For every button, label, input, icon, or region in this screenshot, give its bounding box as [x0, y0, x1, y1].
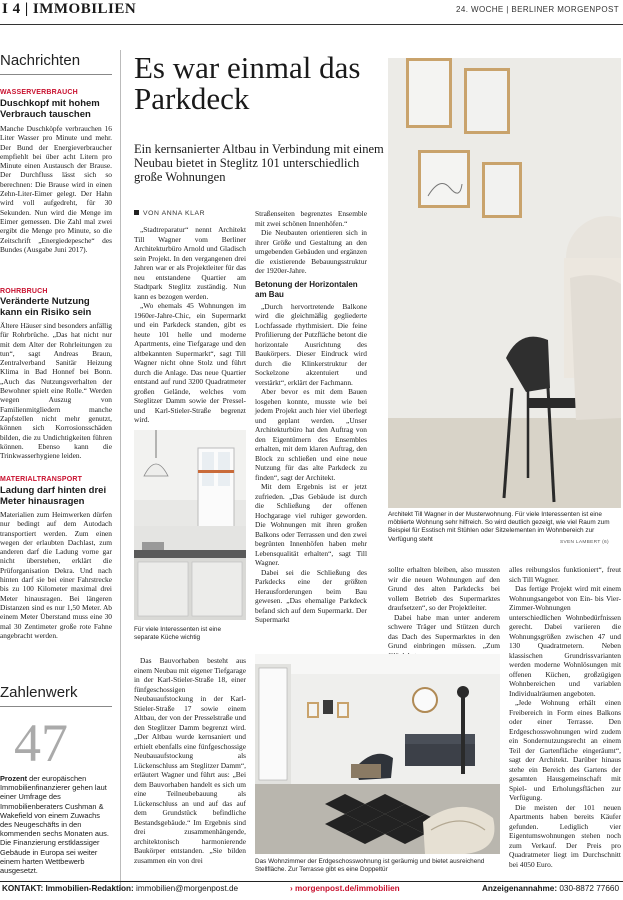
article-column-4: [509, 565, 621, 869]
page-header: [0, 0, 623, 22]
paragraph: Mit dem Ergebnis ist er jetzt zufrieden. „Das Gebäude ist durch die Schließung der offenen Hochgarage viel ruhiger geworden. Die Wohnungen mit ihren großen Balkons oder Terrassen und den zwei begrünten Innenhöfen haben mehr Lebensqualität erhalten“, sagt Till Wagner.: [255, 482, 367, 567]
issue-meta: 24. WOCHE | BERLINER MORGENPOST: [456, 5, 619, 14]
section-title: I 4 | IMMOBILIEN: [2, 1, 137, 17]
living-room-photo: [255, 654, 500, 854]
paragraph: alles reibungslos funktioniert“, freut sich Till Wagner.: [509, 565, 621, 584]
news-headline: Duschkopf mit hohem Verbrauch tauschen: [0, 98, 100, 120]
footer-email[interactable]: immobilien@morgenpost.de: [136, 884, 239, 893]
paragraph: „Durch hervortretende Balkone wird die gleichmäßig gegliederte Lochfassade rhythmisiert. Die feine Profilierung der Putzfläche betont die horizontale Ausrichtung des Baukörpers. Dieser Eindruck wird durch die Klinkerstruktur der Sockelzone akzentuiert und verstärkt“, erklärt der Fachmann.: [255, 301, 367, 387]
paragraph: Das fertige Projekt wird mit einem Wohnungsangebot von Ein- bis Vier-Zimmer-Wohnungen unterschiedlichen Wohnbedürfnissen gerecht. Dabei variieren die Wohnungsgrößen zwischen 47 und 130 Quadratmetern. Neben klassischen Grundrissvarianten werden moderne Wohnlösungen mit offenen Küchen, großzügigen Wohnbereichen und variablen Individualräumen angeboten.: [509, 584, 621, 698]
paragraph: „Stadtreparatur“ nennt Architekt Till Wagner vom Berliner Architekturbüro Arnold und Gladisch sein Projekt. In den vergangenen drei Jahren war er als Projektleiter für das neu entstandene Quartier am Stadtpark Steglitz zuständig. Nun kann es bezogen werden.: [134, 225, 246, 301]
news-headline: Veränderte Nutzung kann ein Risiko sein: [0, 296, 92, 318]
news-kicker: ROHRBRUCH: [0, 288, 48, 295]
kitchen-photo: [134, 430, 246, 620]
article-subhead: Betonung der Horizontalen am Bau: [255, 279, 358, 299]
paragraph: „Wo ehemals 45 Wohnungen im 1960er-Jahre-Chic, ein Supermarkt und ein Parkdeck standen, gibt es heute 101 helle und moderne Apartments, eine Tiefgarage und den altbekannten Supermarkt“, sagt Till Wagner nicht ohne Stolz und führt durch die Anlage. Das neue Quartier entstand auf rund 3200 Quadratmeter großen Gelände, welches vom Steglitzer Damm sowie der Pressel- und Karl-Stieler-Straße begrenzt wird.: [134, 301, 246, 424]
footer-contact: KONTAKT: Immobilien-Redaktion: immobilien@morgenpost.de: [2, 884, 239, 893]
paragraph: Das Bauvorhaben besteht aus einem Neubau mit eigener Tiefgarage in der Karl-Stieler-Straße 18, einer fünfgeschossigen Neubauaufstockung in der Karl-Stieler-Straße 17 sowie einem Altbau, der von der Presselstraße und den Steglitzer Damm begrenzt wird. „Der Altbau wurde kernsaniert und erhielt ebenfalls eine fünfgeschossige Neubauaufstockung als Lückenschluss am Steglitzer Damm“, erläutert Wagner und führt aus: „Bei dem Bauvorhaben handelt es sich um eine Teilneubebauung als Lückenschluss an und auf das auf dem Grundstück befindliche Bestandsgebäude.“ Im Ergebnis sind drei zusammenhängende, architektonisch harmonierende Baukörper entstanden. „Sie bilden zusammen ein von drei: [134, 656, 246, 865]
photo-credit: SVEN LAMBERT (6): [560, 540, 609, 545]
number-box-rule: [0, 706, 112, 707]
news-body: Materialien zum Heimwerken dürfen nur bedingt auf dem Autodach transportiert werden. Zum einen wegen der erlaubten Dachlast, zum anderen darf die Ladung vorne gar nicht überstehen, erklärt die Prüforganisation Dekra. Und nach hinten darf sie bei einer Fahrstrecke bis zu 100 Kilometer maximal drei Meter hinausragen. Bei längeren Distanzen sind es nur 1,50 Meter. Ab einem Meter Überstand muss eine 30 mal 30 Zentimeter große rote Fahne angebracht werden.: [0, 510, 112, 640]
paragraph: Aber bevor es mit dem Bauen losgehen konnte, musste wie bei jedem Projekt auch hier viel überlegt und geplant werden. „Unser Architekturbüro hat den Auftrag von den Eigentümern des Ensembles erhalten, mit dem klaren Auftrag, den Block zu schließen und eine neue Nutzung für das alte Parkdeck zu finden“, sagt der Architekt.: [255, 387, 367, 482]
footer-web[interactable]: › morgenpost.de/immobilien: [290, 884, 400, 893]
paragraph: Dabei sei die Schließung des Parkdecks eine der größten Herausforderungen beim Bau gewesen. „Das ehemalige Parkdeck befand sich auf dem Supermarkt. Der Supermarkt: [255, 567, 367, 624]
number-box-title: Zahlenwerk: [0, 684, 78, 701]
news-kicker: MATERIALTRANSPORT: [0, 476, 83, 483]
main-caption: Architekt Till Wagner in der Musterwohnung. Für viele Interessenten ist eine möblierte Wohnung sehr hilfreich. So wird deutlich gezeigt, wie viel Raum zum Beispiel für Esstisch mit Stühlen oder Sitzelementen im Wohnbereich zur Verfügung steht: [388, 511, 610, 543]
paragraph: sollte erhalten bleiben, also mussten wir die neuen Wohnungen auf den Grund des alten Parkdecks bei vollem Betrieb des Supermarktes draufsetzen“, so der Projektleiter.: [388, 565, 500, 612]
number-box-text: Prozent der europäischen Immobilienfinanzierer gehen laut einer Umfrage des Immobilienberaters Cushman & Wakefield von einem Zuwachs des Neugeschäfts in den kommenden sechs Monaten aus. Die Finanzierung erstklassiger Gebäude in Europa sei weiter einem harten Wettbewerb ausgesetzt.: [0, 774, 109, 876]
article-column-1: [134, 225, 246, 425]
news-body: Manche Duschköpfe verbrauchen 16 Liter Wasser pro Minute und mehr. Der Bund der Energieverbraucher empfiehlt bei über acht Litern pro Minute einen Austausch der Brause. Der Durchfluss lässt sich so berechnen: Die Brause wird in einen Zehn-Liter-Eimer gelegt. Der Hahn wird voll aufgedreht, für 30 Sekunden. Nun wird die Menge im Eimer gemessen. Die Zahl mal zwei ergibt die Menge pro Minute, so die Zeitschrift „Energiedepesche“ des Bundes (Ausgabe Juni 2017).: [0, 124, 112, 254]
article-column-2: [255, 209, 367, 625]
column-rule: [120, 50, 121, 890]
news-kicker: WASSERVERBRAUCH: [0, 89, 78, 96]
footer-ads: Anzeigenannahme: 030-8872 77660: [482, 884, 620, 893]
article-subtitle: Ein kernsanierter Altbau in Verbindung mit einem Neubau bietet in Steglitz 101 unterschiedlich große Wohnungen: [134, 142, 384, 184]
article-column-3: [388, 565, 500, 660]
byline-square: [134, 210, 139, 215]
paragraph: „Jede Wohnung erhält einen Freibereich in Form eines Balkons oder einer Terrasse. Den Erdgeschosswohnungen wird zudem ein Sondernutzungsrecht an einem Teil der Gartenfläche eingeräumt“, sagt der Architekt. Darüber hinaus stehe ein Bereich des Gartens der gesamten Hausgemeinschaft mit Spiel- und Erholungsflächen zur Verfügung.: [509, 698, 621, 802]
architect-photo: [388, 58, 621, 508]
article-title: Es war einmal das Parkdeck: [134, 50, 361, 116]
news-body: Ältere Häuser sind besonders anfällig für Rohrbrüche. „Das hat nicht nur mit dem Alter der Rohrleitungen zu tun“, sagt Andreas Braun, Zentralverband Sanitär Heizung Klima in Bad Honnef bei Bonn. „Auch das Nutzungsverhalten der Bewohner spielt eine Rolle.“ Werden wegen Auszug von Familienmitgliedern manche Zapfstellen nicht mehr genutzt, können sich Korrosionsschäden bilden, die zu Undichtigkeiten führen können. Ebenso kann die Trinkwasserhygiene leiden.: [0, 321, 112, 461]
news-headline: Ladung darf hinten drei Meter hinausragen: [0, 485, 107, 507]
paragraph: Dabei habe man unter anderem schwere Träger und Stützen durch das Dach des Supermarktes in den Grund einbringen müssen. „Zum: [388, 612, 500, 650]
arrow-icon: ›: [290, 884, 293, 893]
big-number: 47: [14, 713, 68, 773]
paragraph: Die Neubauten orientieren sich in ihrer Größe und Gestaltung an den umgebenden Gebäuden und ergänzen die existierende Bebauungsstruktur der 1920er-Jahre.: [255, 228, 367, 275]
header-rule: [0, 24, 623, 25]
byline: VON ANNA KLAR: [134, 210, 205, 217]
footer-rule: [0, 881, 623, 882]
kitchen-caption: Für viele Interessenten ist eine separate Küche wichtig: [134, 626, 222, 642]
living-room-caption: Das Wohnzimmer der Erdgeschosswohnung ist geräumig und bietet ausreichend Stellfläche. Zur Terrasse gibt es eine Doppeltür: [255, 858, 485, 874]
sidebar-rule: [0, 74, 112, 75]
sidebar-title: Nachrichten: [0, 52, 81, 69]
paragraph: Die meisten der 101 neuen Apartments haben bereits Käufer gefunden. Lediglich vier Eigentumswohnungen stehen noch zum Verkauf. Der Preis pro Quadratmeter liegt im Durchschnitt bei 4050 Euro.: [509, 802, 621, 869]
paragraph: Straßenseiten begrenztes Ensemble mit zwei schönen Innenhöfen.“: [255, 209, 367, 228]
article-column-1b: [134, 656, 246, 865]
footer-phone[interactable]: 030-8872 77660: [559, 884, 620, 893]
